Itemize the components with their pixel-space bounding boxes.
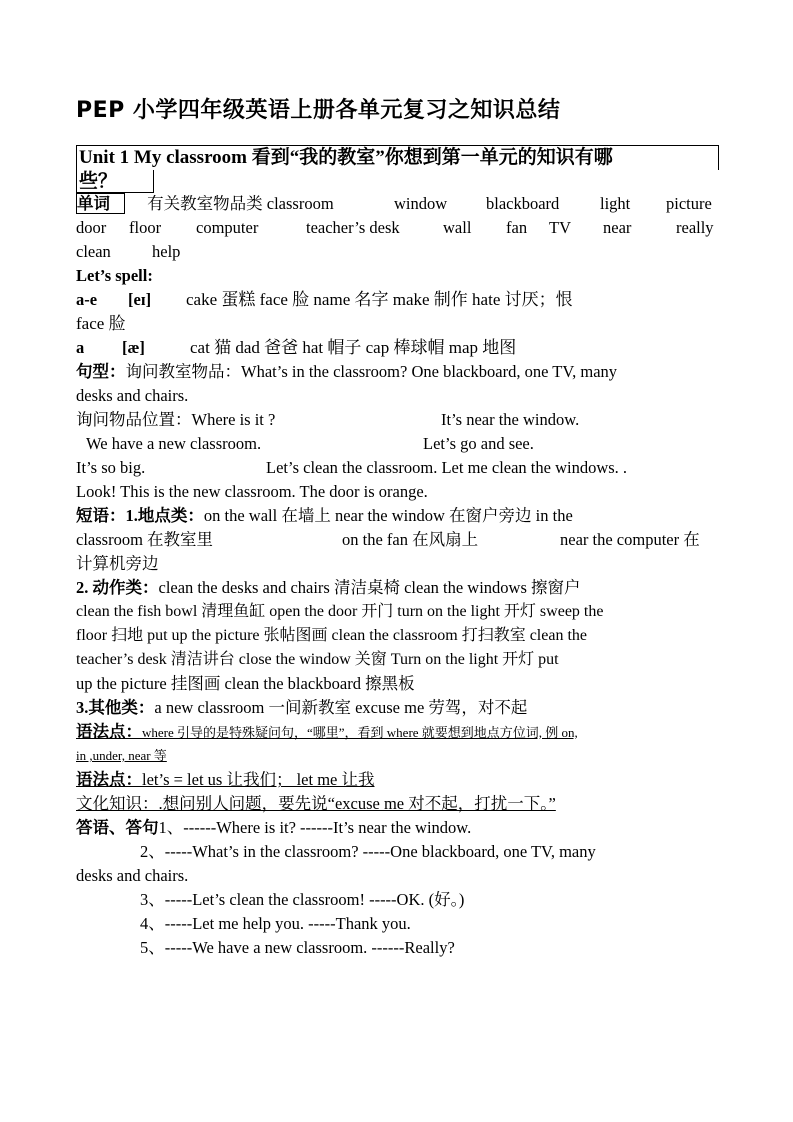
phrase-line-2 (76, 528, 719, 552)
vocab-word: blackboard (486, 194, 560, 213)
sentence-text: It’s so big. (76, 458, 146, 477)
vocab-word: picture (666, 194, 712, 213)
grammar-label: 语法点： (76, 770, 142, 789)
dialog-text: 1、------Where is it? ------It’s near the window. (158, 818, 472, 837)
unit-heading-line1: Unit 1 My classroom 看到“我的教室”你想到第一单元的知识有哪 (76, 145, 719, 170)
other-line (76, 696, 719, 720)
action-line-5: up the picture 挂图画 clean the blackboard 擦黑板 (76, 674, 415, 693)
action-line-2: clean the fish bowl 清理鱼缸 open the door 开门 turn on the light 开灯 sweep the (76, 603, 604, 620)
action-text: clean the desks and chairs 清洁桌椅 clean the windows 擦窗户 (158, 578, 581, 597)
sentence-line-1 (76, 360, 719, 384)
vocab-word: clean (76, 242, 111, 261)
sentence-line-3 (76, 408, 719, 432)
document-title: PEP 小学四年级英语上册各单元复习之知识总结 (76, 98, 561, 123)
vocab-line-3 (76, 240, 719, 264)
unit-heading (76, 145, 719, 194)
sentence-line-4 (76, 432, 719, 456)
grammar-text: let’s = let us 让我们； let me 让我 (142, 770, 375, 789)
culture-line: 文化知识：.想问别人问题，要先说“excuse me 对不起，打扰一下。” (76, 794, 556, 813)
unit-heading-line2: 些？ (76, 170, 154, 193)
spell-a-line (76, 336, 719, 360)
sentence-text: 询问物品位置：Where is it ? (76, 410, 276, 429)
content-lines (76, 192, 719, 960)
action-line-4: teacher’s desk 清洁讲台 close the window 关窗 Turn on the light 开灯 put (76, 651, 559, 668)
dialog-line-2b: desks and chairs. (76, 866, 189, 885)
phrase-line-3: 计算机旁边 (76, 554, 159, 573)
grammar-line-1 (76, 720, 719, 744)
spell-ae-ipa: [eɪ] (128, 290, 152, 309)
sentence-text: We have a new classroom. (86, 434, 262, 453)
sentence-text: It’s near the window. (441, 410, 580, 429)
dialog-line-2: 2、-----What’s in the classroom? -----One blackboard, one TV, many (140, 842, 596, 861)
phrase-text: on the wall 在墙上 near the window 在窗户旁边 in the (203, 506, 573, 525)
sentence-text: Let’s clean the classroom. Let me clean the windows. . (266, 458, 628, 477)
grammar-line-2 (76, 768, 719, 792)
grammar-text: where 引导的是特殊疑问句，“哪里”，看到 where 就要想到地点方位词, 例 on, (142, 725, 578, 740)
vocab-word: computer (196, 218, 259, 237)
vocab-line-1 (76, 192, 719, 216)
phrase-line-1 (76, 504, 719, 528)
dialog-line-3: 3、-----Let’s clean the classroom! -----OK. (好。) (140, 890, 465, 909)
vocab-word: near (603, 218, 632, 237)
vocab-word: TV (549, 218, 571, 237)
vocab-line-2 (76, 216, 719, 240)
spell-ae-words: cake 蛋糕 face 脸 name 名字 make 制作 hate 讨厌；恨 (186, 290, 573, 309)
spell-heading: Let’s spell: (76, 266, 153, 285)
vocab-word: floor (129, 218, 162, 237)
sentence-line-5 (76, 456, 719, 480)
action-label: 2. 动作类： (76, 578, 159, 597)
vocab-word: really (676, 218, 714, 237)
vocab-word: light (600, 194, 631, 213)
dialog-line-1 (76, 816, 719, 840)
sentence-line-6: Look! This is the new classroom. The door is orange. (76, 482, 428, 501)
other-label: 3.其他类： (76, 698, 155, 717)
spell-a-ipa: [æ] (122, 338, 145, 357)
spell-ae-line (76, 288, 719, 312)
phrase-label: 短语：1.地点类： (76, 506, 204, 525)
sentence-label: 句型： (76, 362, 126, 381)
dialog-line-4: 4、-----Let me help you. -----Thank you. (140, 914, 411, 933)
sentence-text: Let’s go and see. (423, 434, 534, 453)
phrase-text: near the computer 在 (560, 530, 700, 549)
spell-a-label: a (76, 338, 85, 357)
spell-ae-line-2: face 脸 (76, 314, 126, 333)
vocab-intro: 有关教室物品类 classroom (147, 194, 334, 213)
vocab-word: help (152, 242, 181, 261)
sentence-line-2: desks and chairs. (76, 386, 189, 405)
other-text: a new classroom 一间新教室 excuse me 劳驾，对不起 (154, 698, 528, 717)
dialog-label: 答语、答句 (76, 818, 159, 837)
vocab-word: wall (443, 218, 472, 237)
phrase-text: on the fan 在风扇上 (342, 530, 479, 549)
sentence-text: 询问教室物品：What’s in the classroom? One blackboard, one TV, many (125, 362, 618, 381)
vocab-word: teacher’s desk (306, 218, 400, 237)
action-line-3: floor 扫地 put up the picture 张帖图画 clean the classroom 打扫教室 clean the (76, 627, 587, 644)
vocab-word: fan (506, 218, 528, 237)
spell-ae-label: a-e (76, 290, 98, 309)
phrase-text: classroom 在教室里 (76, 530, 214, 549)
grammar-label: 语法点： (76, 722, 142, 741)
spell-a-words: cat 猫 dad 爸爸 hat 帽子 cap 棒球帽 map 地图 (190, 338, 517, 357)
dialog-line-5: 5、-----We have a new classroom. ------Really? (140, 938, 455, 957)
vocab-word: door (76, 218, 107, 237)
vocab-label: 单词 (76, 193, 125, 214)
action-line-1 (76, 576, 719, 600)
grammar-line-1b: in ,under, near 等 (76, 748, 167, 763)
vocab-word: window (394, 194, 448, 213)
